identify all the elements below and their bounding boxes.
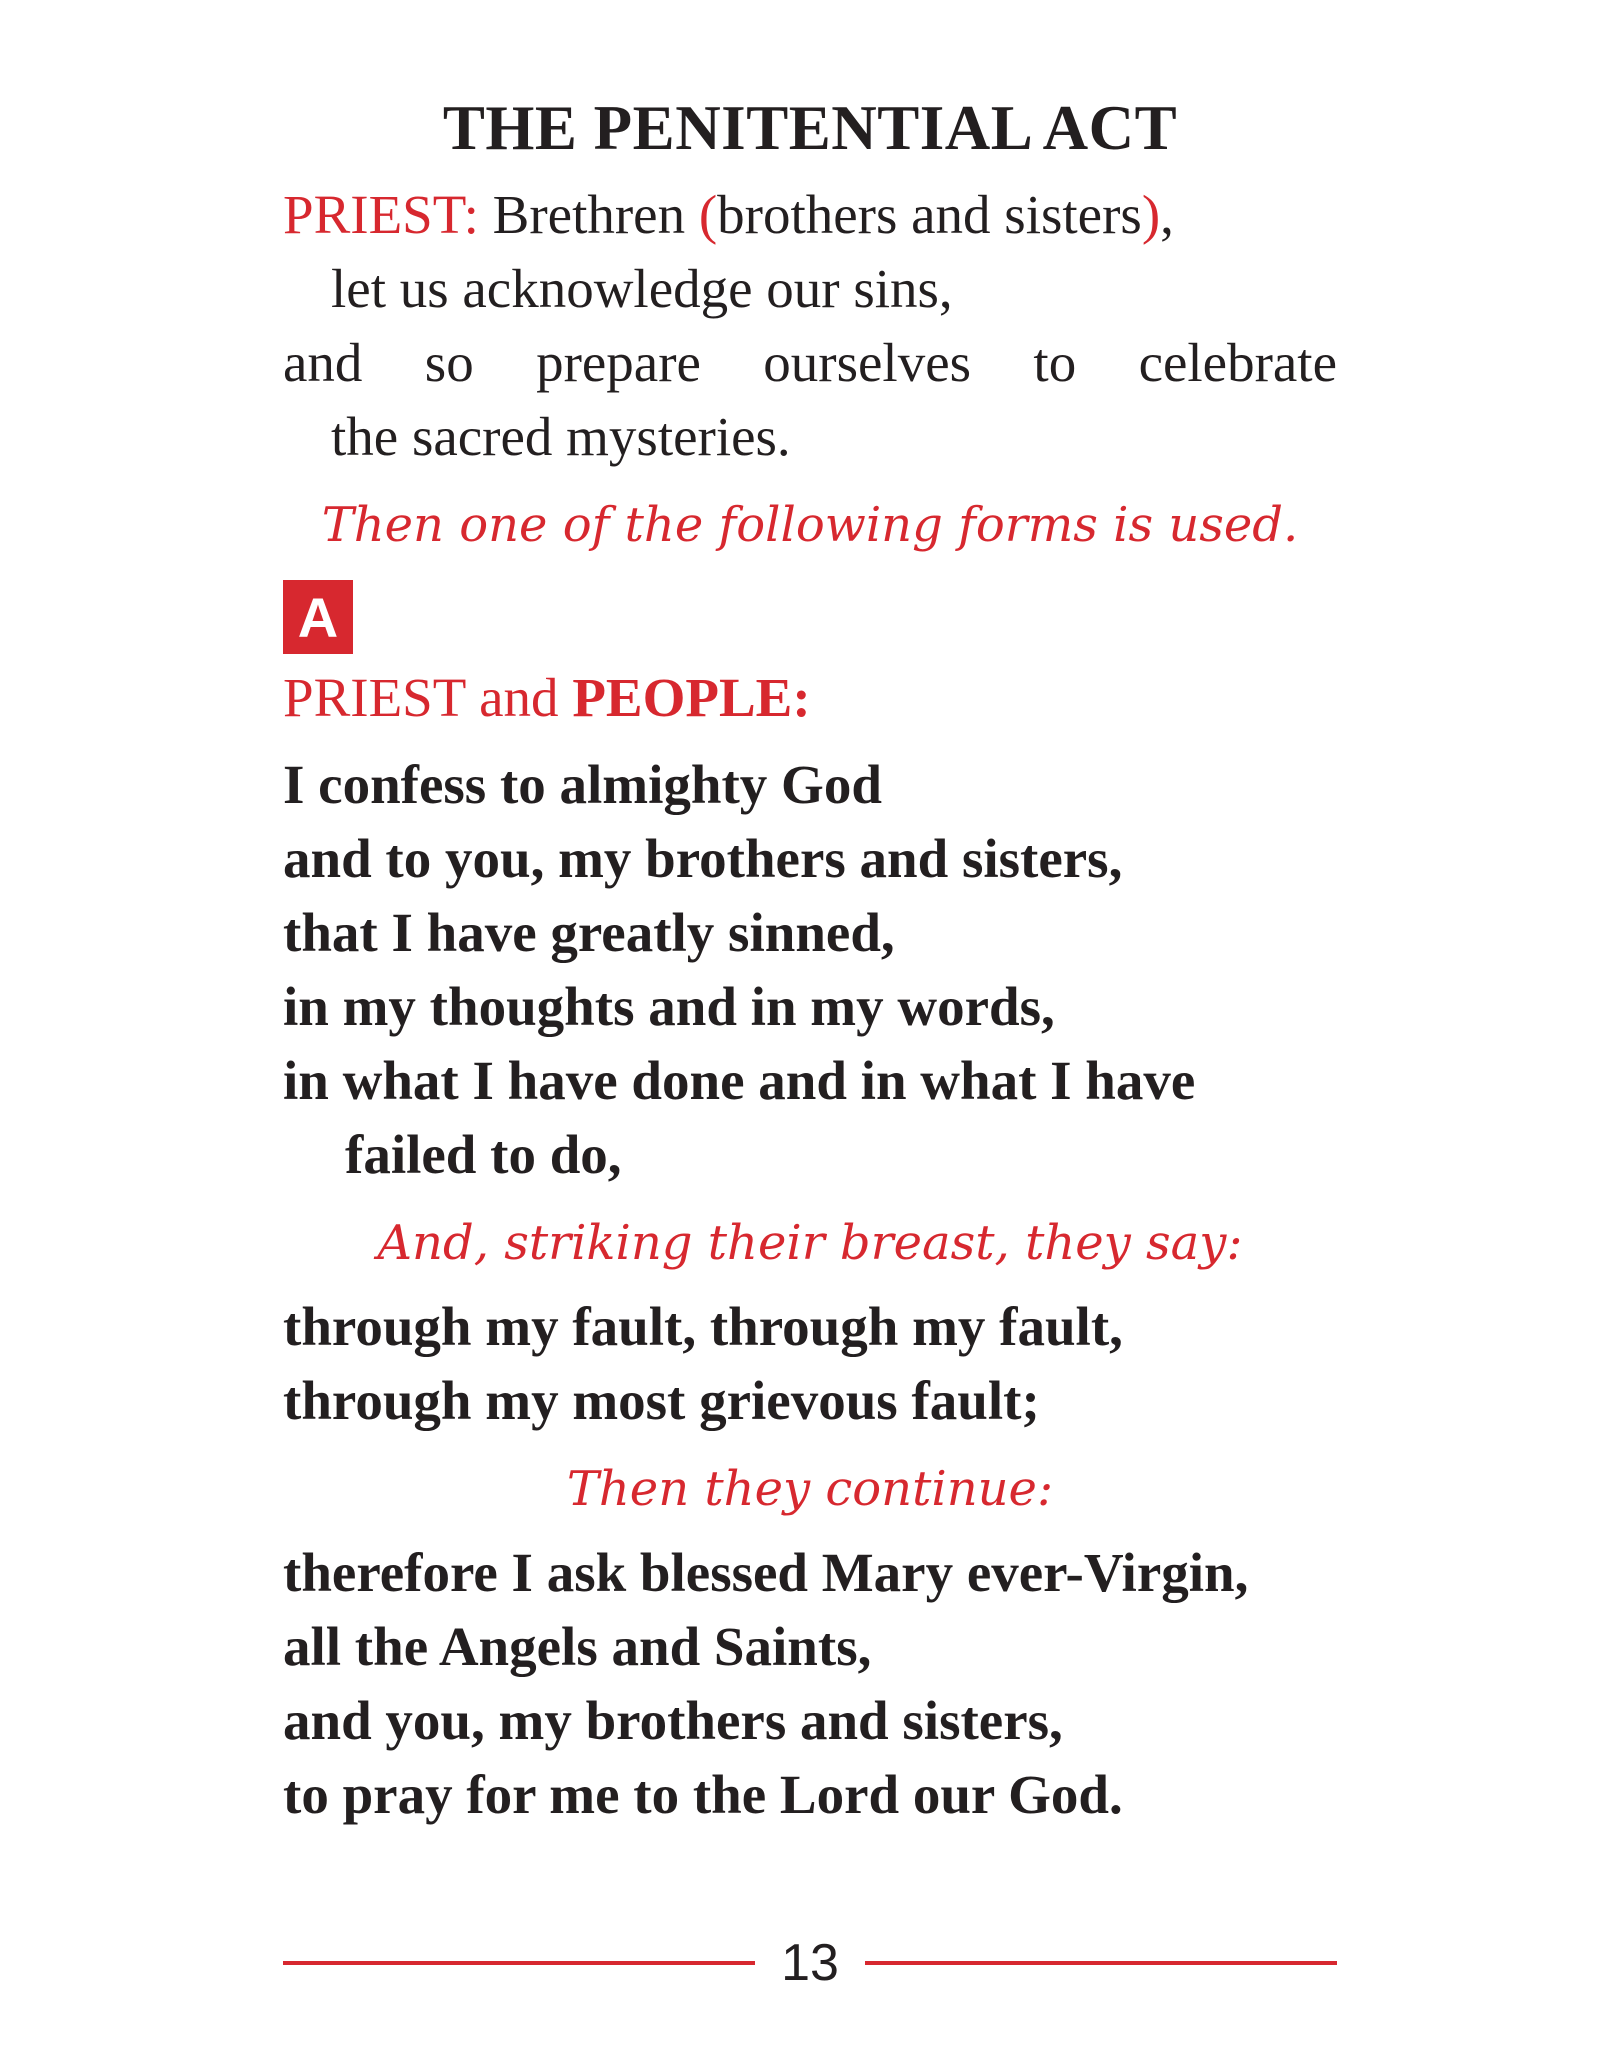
confiteor-line: and to you, my brothers and sisters,	[283, 828, 1123, 889]
confiteor-line-continued: failed to do,	[345, 1124, 622, 1185]
missal-page	[283, 90, 1337, 1832]
confiteor-line: in what I have done and in what I have	[283, 1050, 1196, 1111]
footer-rule-right	[865, 1961, 1337, 1965]
rubric-forms: Then one of the following forms is used.	[321, 497, 1299, 553]
confiteor-line: in my thoughts and in my words,	[283, 976, 1055, 1037]
page-title: THE PENITENTIAL ACT	[442, 93, 1178, 163]
confiteor-line: all the Angels and Saints,	[283, 1616, 872, 1677]
confiteor-part-2	[283, 1290, 1337, 1438]
priest-line-4: the sacred mysteries.	[331, 406, 791, 467]
speaker-people: PEOPLE:	[572, 667, 811, 728]
priest-speaker-label: PRIEST:	[283, 184, 479, 245]
confiteor-line: therefore I ask blessed Mary ever-Virgin,	[283, 1542, 1249, 1603]
confiteor-line: to pray for me to the Lord our God.	[283, 1764, 1123, 1825]
speakers-label	[283, 658, 1337, 738]
paren-open: (	[698, 184, 718, 245]
confiteor-line: and you, my brothers and sisters,	[283, 1690, 1063, 1751]
rubric-continue: Then they continue:	[566, 1461, 1054, 1517]
paren-close: )	[1141, 184, 1161, 245]
confiteor-line: through my fault, through my fault,	[283, 1296, 1123, 1357]
priest-line-1	[283, 178, 1337, 252]
priest-line-2: let us acknowledge our sins,	[331, 258, 953, 319]
confiteor-line: I confess to almighty God	[283, 754, 882, 815]
priest-line-3: and so prepare ourselves to celebrate	[283, 332, 1337, 393]
speaker-priest: PRIEST	[283, 667, 466, 728]
form-a-badge: A	[283, 580, 353, 654]
footer-rule-left	[283, 1961, 755, 1965]
confiteor-part-3	[283, 1536, 1337, 1832]
priest-line-1-post: ,	[1160, 184, 1174, 245]
priest-line-1-pre: Brethren	[478, 184, 699, 245]
page-number: 13	[781, 1934, 839, 1992]
speaker-and: and	[465, 667, 573, 728]
confiteor-part-1	[283, 748, 1337, 1192]
rubric-striking-breast: And, striking their breast, they say:	[377, 1215, 1243, 1271]
priest-invitation	[283, 178, 1337, 474]
priest-line-1-mid: brothers and sisters	[717, 184, 1142, 245]
page-footer	[283, 1928, 1337, 1998]
confiteor-line: through my most grievous fault;	[283, 1370, 1040, 1431]
confiteor-line: that I have greatly sinned,	[283, 902, 895, 963]
